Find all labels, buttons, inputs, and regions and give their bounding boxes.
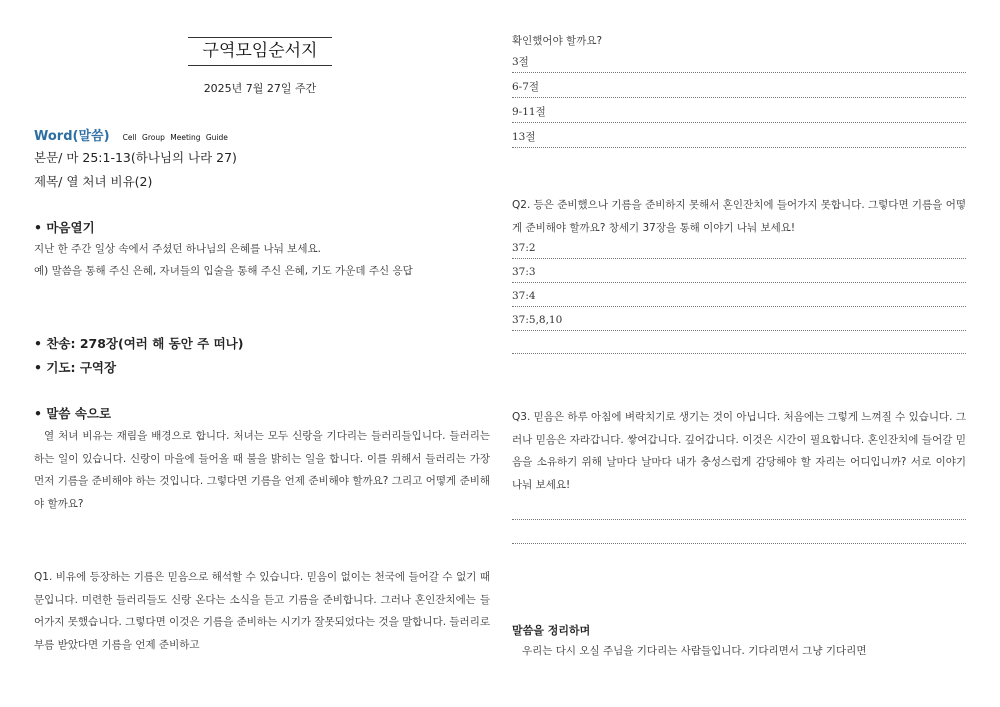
q1-answer-line: 9-11절: [512, 100, 966, 123]
q2-text: Q2. 등은 준비했으나 기름을 준비하지 못해서 혼인잔치에 들어가지 못합니다. 그렇다면 기름을 어떻게 준비해야 할까요? 창세기 37장을 통해 이야기 나눠 보세요!: [512, 199, 966, 234]
prayer-line: • 기도: 구역장: [34, 360, 117, 375]
q3-text: Q3. 믿음은 하루 아침에 벼락치기로 생기는 것이 아닙니다. 처음에는 그렇게 느껴질 수 있습니다. 그러나 믿음은 자라갑니다. 쌓여갑니다. 깊어갑니다. 이것은 시간이 필요합니다. 혼인잔치에 들어갈 믿음을 소유하기 위해 날마다 날마다 내가 충성스럽게 감당해야 할 자리는 어디입니까? 서로 이야기 나눠 보세요!: [512, 411, 966, 491]
into-word-heading: • 말씀 속으로: [34, 406, 112, 421]
into-word-text: 열 처녀 비유는 재림을 배경으로 합니다. 처녀는 모두 신랑을 기다리는 들러리들입니다. 들러리는 하는 일이 있습니다. 신랑이 마을에 들어올 때 불을 밝히는 일을 합니다. 이를 위해서 들러리는 가장 먼저 기름을 준비해야 하는 것입니다. 그렇다면 기름을 언제 준비해야 할까요? 그리고 어떻게 준비해야 할까요?: [34, 430, 490, 510]
q2-answer-line-blank: [512, 352, 966, 354]
opening-text-2: 예) 말씀을 통해 주신 은혜, 자녀들의 입술을 통해 주신 은혜, 기도 가운데 주신 응답: [34, 265, 413, 277]
q2-answer-line: 37:4: [512, 284, 966, 307]
opening-heading: • 마음열기: [34, 220, 95, 235]
q2-answer-line: 37:2: [512, 236, 966, 259]
word-subtitle: Cell Group Meeting Guide: [122, 133, 228, 142]
word-heading: [34, 125, 228, 144]
q2-answer-line: 37:5,8,10: [512, 308, 966, 331]
closing-heading: 말씀을 정리하며: [512, 624, 591, 637]
week-date: 2025년 7월 27일 주간: [203, 82, 317, 95]
q1-answer-line: 3절: [512, 50, 966, 73]
opening-text-1: 지난 한 주간 일상 속에서 주셨던 하나님의 은혜를 나눠 보세요.: [34, 243, 321, 255]
q1-answer-line: 6-7절: [512, 75, 966, 98]
q3-answer-line-blank: [512, 542, 966, 544]
q1-answer-line: 13절: [512, 125, 966, 148]
hymn-line: • 찬송: 278장(여러 해 동안 주 떠나): [34, 336, 244, 351]
q3-answer-line-blank: [512, 518, 966, 520]
page-title: 구역모임순서지: [188, 38, 332, 66]
scripture-reference: 본문/ 마 25:1-13(하나님의 나라 27): [34, 150, 237, 165]
sermon-subject: 제목/ 열 처녀 비유(2): [34, 174, 153, 189]
word-label: Word(말씀): [34, 129, 110, 144]
closing-text: 우리는 다시 오실 주님을 기다리는 사람들입니다. 기다리면서 그냥 기다리면: [522, 645, 867, 657]
q1-text: Q1. 비유에 등장하는 기름은 믿음으로 해석할 수 있습니다. 믿음이 없이는 천국에 들어갈 수 없기 때문입니다. 미련한 들러리들도 신랑 온다는 소식을 듣고 기름을 준비합니다. 그러나 혼인잔치에는 들어가지 못했습니다. 그렇다면 이것은 기름을 준비하는 시기가 잘못되었다는 것을 말합니다. 들러리로 부름 받았다면 기름을 언제 준비하고: [34, 571, 490, 651]
q1-continuation: 확인했어야 할까요?: [512, 35, 603, 47]
q2-answer-line: 37:3: [512, 260, 966, 283]
